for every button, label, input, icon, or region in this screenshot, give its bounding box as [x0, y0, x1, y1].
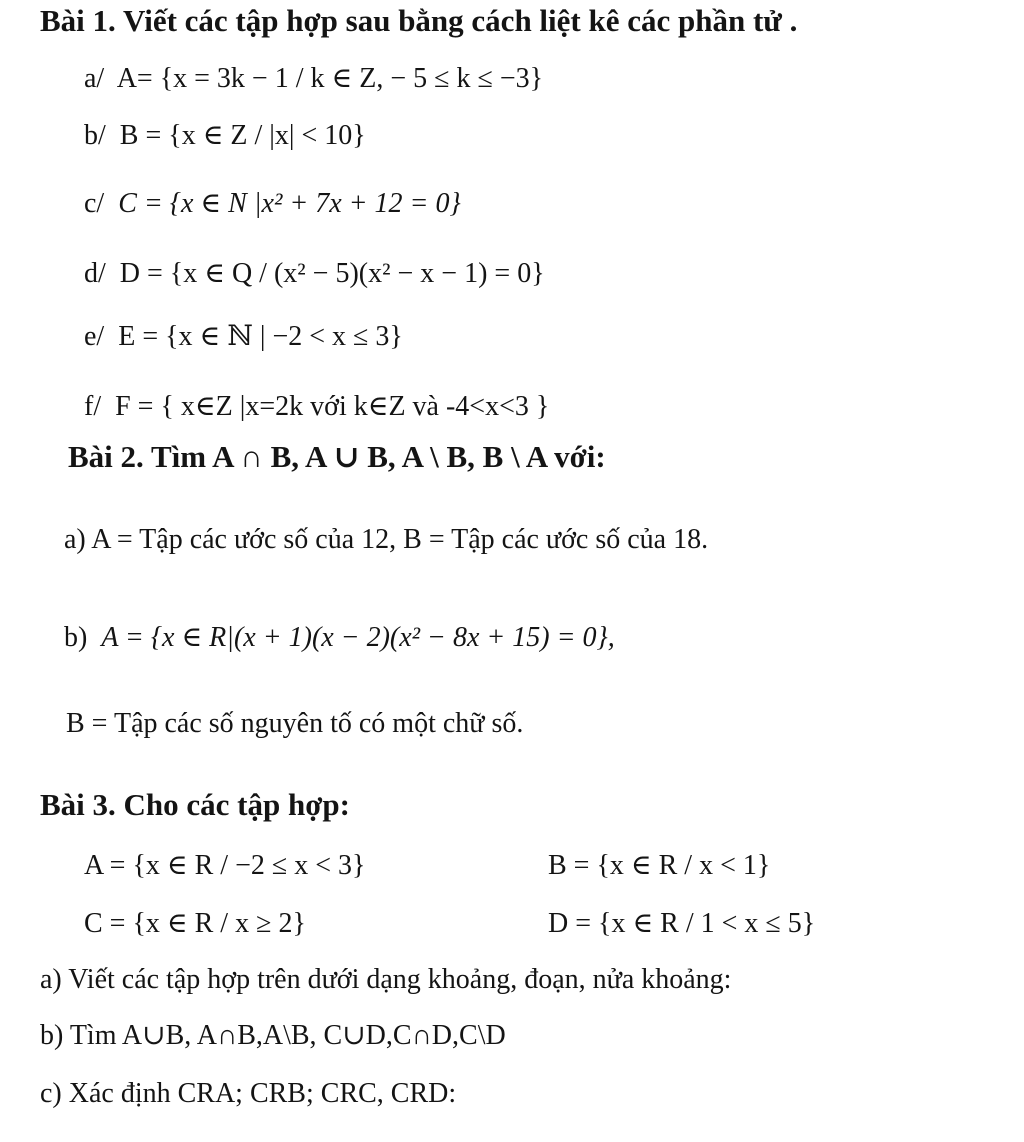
bai1-item-f-text: F = { x∈Z |x=2k với k∈Z và -4<x<3 } — [115, 391, 550, 422]
bai1-item-c-text: C = {x ∈ N |x² + 7x + 12 = 0} — [118, 188, 461, 219]
bai1-item-a — [84, 65, 543, 93]
bai2-title: Bài 2. Tìm A ∩ B, A ∪ B, A \ B, B \ A với: — [68, 439, 606, 474]
bai3-title: Bài 3. Cho các tập hợp: — [40, 787, 350, 822]
bai1-item-a-text: A= {x = 3k − 1 / k ∈ Z, − 5 ≤ k ≤ −3} — [116, 63, 544, 94]
bai1-item-a-label: a/ — [84, 63, 105, 94]
bai1-item-c-label: c/ — [84, 188, 105, 219]
bai1-item-d-label: d/ — [84, 258, 106, 289]
bai1-item-b-text: B = {x ∈ Z / |x| < 10} — [119, 120, 366, 151]
bai2-part-b — [64, 624, 615, 652]
bai3-set-b: B = {x ∈ R / x < 1} — [548, 850, 771, 881]
bai1-item-e-label: e/ — [84, 321, 105, 352]
bai1-item-e — [84, 323, 403, 351]
bai3-part-c: c) Xác định CRA; CRB; CRC, CRD: — [40, 1078, 457, 1109]
bai3-part-b: b) Tìm A∪B, A∩B,A\B, C∪D,C∩D,C\D — [40, 1020, 506, 1051]
bai1-item-e-text: E = {x ∈ ℕ | −2 < x ≤ 3} — [118, 321, 403, 352]
bai1-title: Bài 1. Viết các tập hợp sau bằng cách liệt kê các phần tử . — [40, 3, 798, 38]
bai3-set-a: A = {x ∈ R / −2 ≤ x < 3} — [84, 850, 366, 881]
bai3-set-c: C = {x ∈ R / x ≥ 2} — [84, 908, 306, 939]
bai3-set-d: D = {x ∈ R / 1 < x ≤ 5} — [548, 908, 816, 939]
bai1-item-c — [84, 190, 461, 218]
bai1-item-d — [84, 260, 545, 288]
bai1-item-d-text: D = {x ∈ Q / (x² − 5)(x² − x − 1) = 0} — [119, 258, 545, 289]
bai1-item-b-label: b/ — [84, 120, 106, 151]
bai3-part-a: a) Viết các tập hợp trên dưới dạng khoảng, đoạn, nửa khoảng: — [40, 964, 732, 995]
bai2-part-a: a) A = Tập các ước số của 12, B = Tập các ước số của 18. — [64, 524, 709, 555]
bai1-item-f-label: f/ — [84, 391, 102, 422]
bai1-item-b — [84, 122, 366, 150]
bai2-part-b-set: A = {x ∈ R|(x + 1)(x − 2)(x² − 8x + 15) = 0}, — [101, 622, 615, 653]
bai2-part-b-line2: B = Tập các số nguyên tố có một chữ số. — [66, 708, 524, 739]
bai1-item-f — [84, 393, 549, 421]
bai2-part-b-label: b) — [64, 622, 88, 653]
